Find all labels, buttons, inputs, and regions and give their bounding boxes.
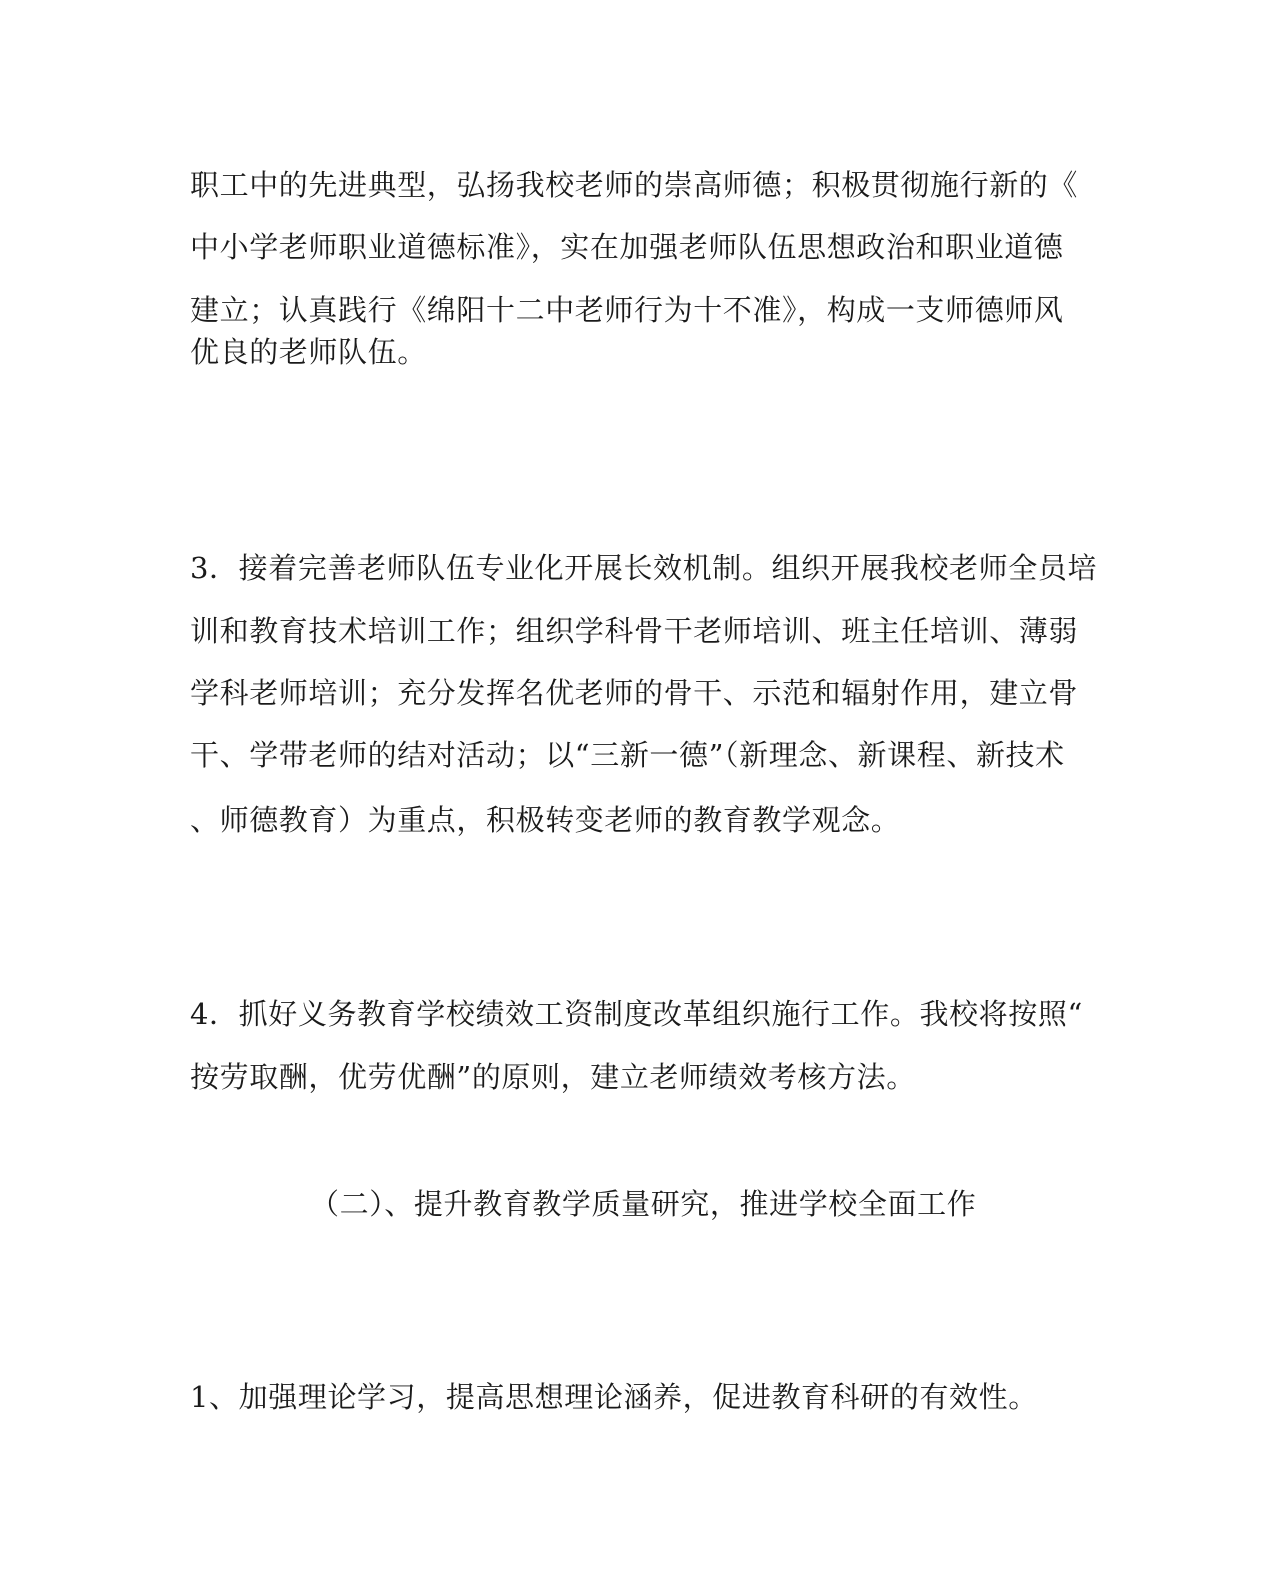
paragraph-4-line-2: 按劳取酬，优劳优酬”的原则，建立老师绩效考核方法。	[190, 1060, 916, 1094]
paragraph-a-line-1: 职工中的先进典型，弘扬我校老师的崇高师德；积极贯彻施行新的《	[190, 168, 1079, 202]
paragraph-3-line-5: 、师德教育）为重点，积极转变老师的教育教学观念。	[190, 803, 901, 837]
paragraph-1-line-1: 1、加强理论学习，提高思想理论涵养，促进教育科研的有效性。	[190, 1380, 1038, 1414]
paragraph-3-line-1: 3．接着完善老师队伍专业化开展长效机制。组织开展我校老师全员培	[190, 551, 1098, 585]
paragraph-4-line-1: 4．抓好义务教育学校绩效工资制度改革组织施行工作。我校将按照“	[190, 997, 1083, 1031]
paragraph-3-line-2: 训和教育技术培训工作；组织学科骨干老师培训、班主任培训、薄弱	[190, 614, 1079, 648]
section-heading: （二）、提升教育教学质量研究，推进学校全面工作	[310, 1187, 977, 1221]
paragraph-3-line-4: 干、学带老师的结对活动；以“三新一德”（新理念、新课程、新技术	[190, 738, 1065, 772]
paragraph-a-line-3: 建立；认真践行《绵阳十二中老师行为十不准》，构成一支师德师风	[190, 293, 1064, 327]
paragraph-a-line-4: 优良的老师队伍。	[190, 335, 427, 369]
paragraph-a-line-2: 中小学老师职业道德标准》，实在加强老师队伍思想政治和职业道德	[190, 230, 1064, 264]
paragraph-3-line-3: 学科老师培训；充分发挥名优老师的骨干、示范和辐射作用，建立骨	[190, 676, 1079, 710]
